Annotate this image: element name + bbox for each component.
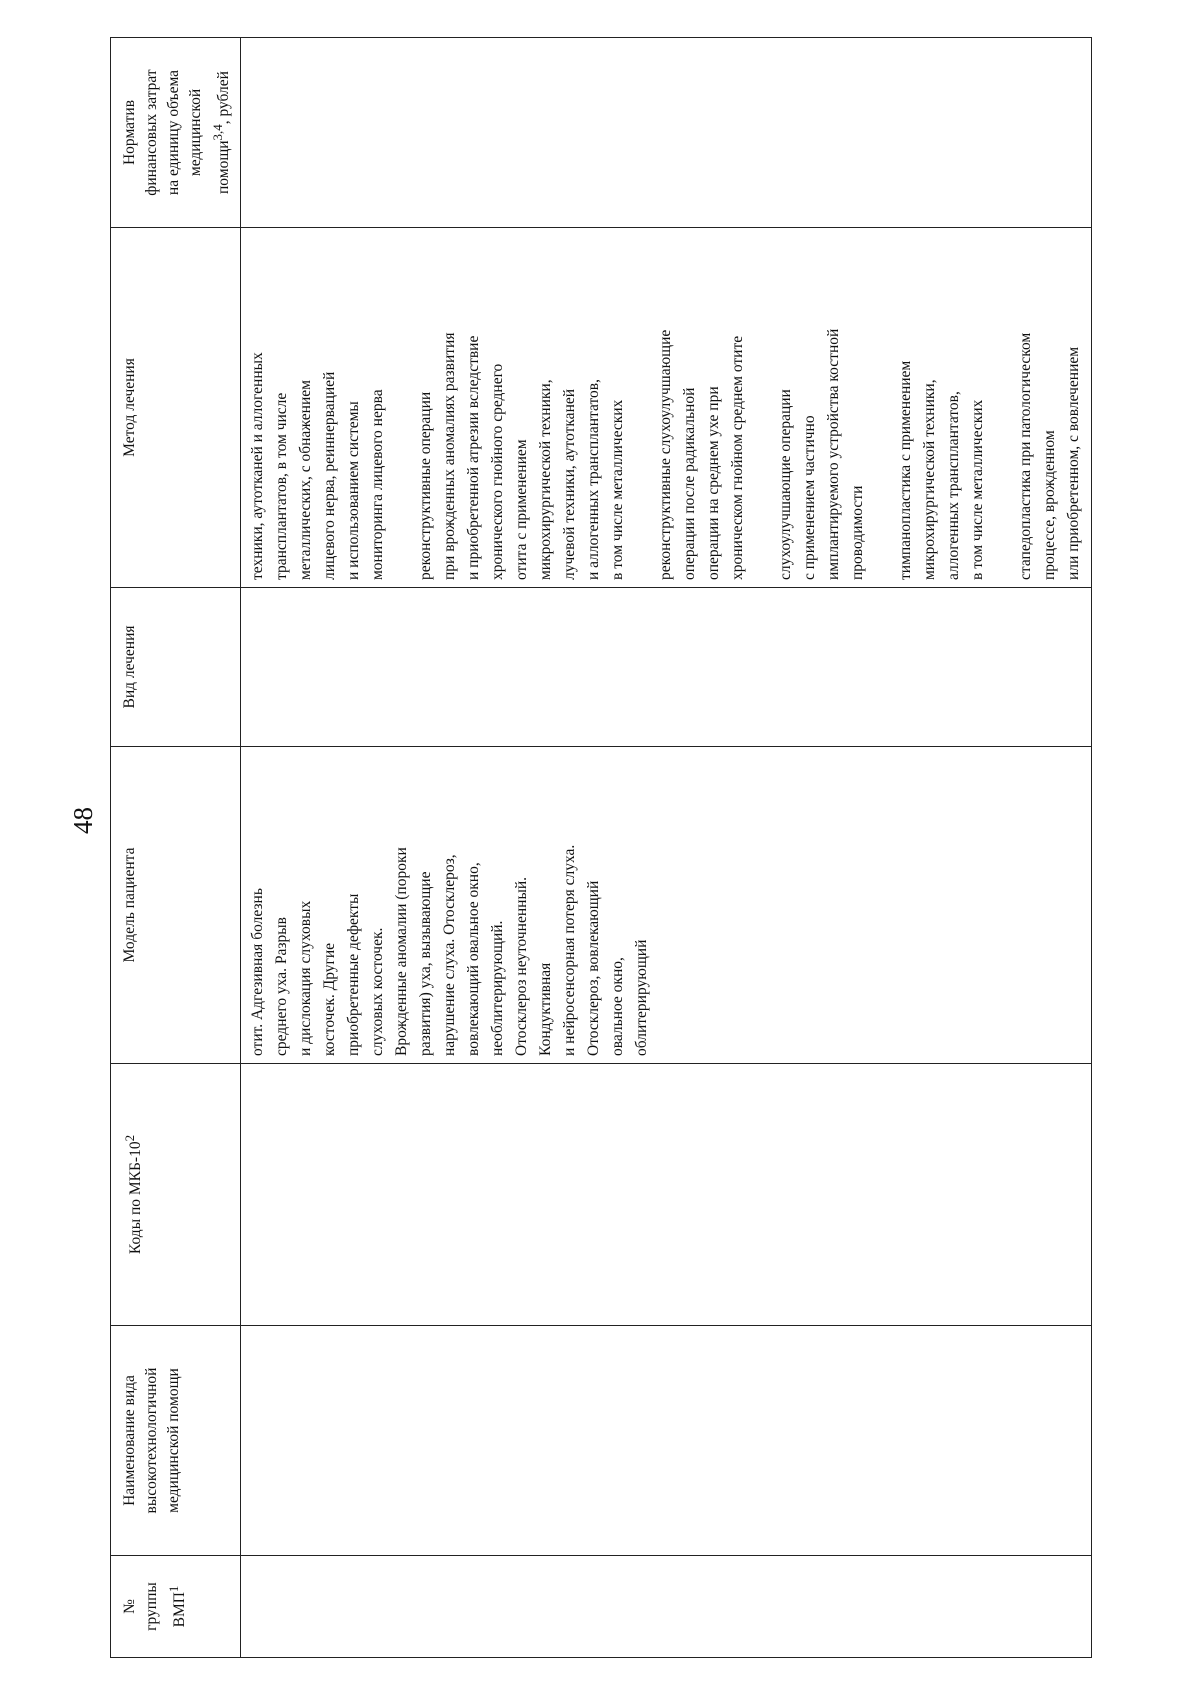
method-line: процессе, врожденном: [1041, 430, 1059, 580]
method-line: в том числе металлических: [609, 399, 627, 580]
method-line: аллогенных трансплантатов,: [945, 391, 963, 580]
method-line: металлических, с обнажением: [297, 380, 315, 580]
method-line: отита с применением: [513, 439, 531, 580]
cell-icd-codes: [241, 1064, 1092, 1326]
table-header-row: [111, 38, 241, 1658]
method-line: слухоулучшающие операции: [777, 389, 795, 580]
model-line: Отосклероз, вовлекающий: [585, 880, 603, 1056]
header-cost-norm: Норматив финансовых затрат на единицу объема медицинской помощи$^{3,4}$, рублей: [111, 38, 241, 228]
table-row: [241, 38, 1092, 1658]
method-line: проводимости: [849, 485, 867, 580]
method-line: и использованием системы: [345, 401, 363, 580]
model-line: облитерирующий: [633, 939, 651, 1056]
method-line: техники, аутотканей и аллогенных: [249, 352, 267, 580]
cell-cost-norm: [241, 38, 1092, 228]
method-line: микрохирургической техники,: [537, 379, 555, 580]
cell-treatment-kind: [241, 588, 1092, 747]
method-line: и приобретенной атрезии вследствие: [465, 335, 483, 580]
rotated-table-sheet: [110, 38, 1083, 1658]
header-vmp-name: Наименование вида высокотехнологичной медицинской помощи: [111, 1326, 241, 1556]
cell-treatment-method: [241, 228, 1092, 588]
model-line: развития) уха, вызывающие: [417, 871, 435, 1056]
method-line: при врожденных аномалиях развития: [441, 332, 459, 580]
model-line: вовлекающий овальное окно,: [465, 862, 483, 1056]
method-line: реконструктивные операции: [417, 391, 435, 580]
page-number: 48: [68, 807, 98, 834]
model-line: нарушение слуха. Отосклероз,: [441, 854, 459, 1056]
model-line: необлитерирующий.: [489, 920, 507, 1056]
header-patient-model: Модель пациента: [111, 747, 241, 1064]
method-line: мониторинга лицевого нерва: [369, 389, 387, 580]
model-line: Врожденные аномалии (пороки: [393, 847, 411, 1056]
method-line: операции после радикальной: [681, 387, 699, 580]
method-line: хроническом гнойном среднем отите: [729, 335, 747, 580]
cell-group-number: [241, 1556, 1092, 1658]
method-line: и аллогенных трансплантатов,: [585, 379, 603, 580]
method-line: лучевой техники, аутотканей: [561, 388, 579, 580]
method-line: в том числе металлических: [969, 399, 987, 580]
method-line: с применением частично: [801, 415, 819, 580]
cell-vmp-name: [241, 1326, 1092, 1556]
vmp-table: [110, 37, 1092, 1658]
model-line: косточек. Другие: [321, 942, 339, 1056]
model-line: Кондуктивная: [537, 962, 555, 1056]
header-group-number: № группы ВМП$^1$: [111, 1556, 241, 1658]
model-line: овальное окно,: [609, 957, 627, 1056]
model-line: Отосклероз неуточненный.: [513, 876, 531, 1056]
method-line: тимпанопластика с применением: [897, 360, 915, 580]
method-line: хронического гнойного среднего: [489, 363, 507, 580]
model-line: слуховых косточек.: [369, 927, 387, 1056]
header-treatment-method: Метод лечения: [111, 228, 241, 588]
method-line: или приобретенном, с вовлечением: [1065, 346, 1083, 580]
model-line: и дислокация слуховых: [297, 900, 315, 1056]
header-treatment-kind: Вид лечения: [111, 588, 241, 747]
method-line: имплантируемого устройства костной: [825, 328, 843, 580]
method-line: стапедопластика при патологическом: [1017, 332, 1035, 580]
method-line: микрохирургической техники,: [921, 379, 939, 580]
model-line: среднего уха. Разрыв: [273, 917, 291, 1056]
method-line: реконструктивные слухоулучшающие: [657, 329, 675, 580]
model-line: и нейросенсорная потеря слуха.: [561, 844, 579, 1056]
method-line: трансплантатов, в том числе: [273, 392, 291, 580]
model-line: отит. Адгезивная болезнь: [249, 888, 267, 1056]
header-icd-codes: Коды по МКБ-$10^2$: [111, 1064, 241, 1326]
cell-patient-model: [241, 747, 1092, 1064]
method-line: операции на среднем ухе при: [705, 386, 723, 580]
method-line: лицевого нерва, реиннервацией: [321, 371, 339, 580]
model-line: приобретенные дефекты: [345, 893, 363, 1056]
